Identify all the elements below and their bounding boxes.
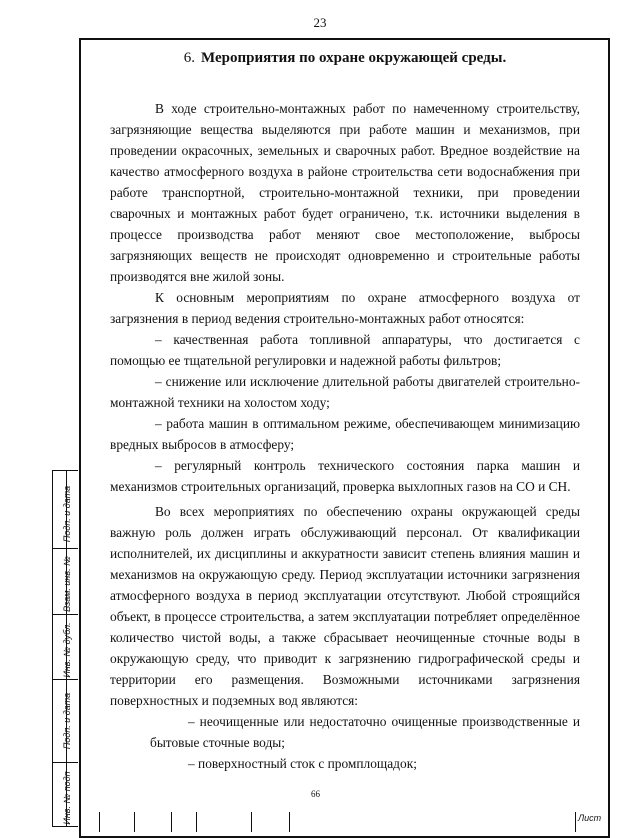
side-stamp-block — [52, 470, 78, 827]
list-item: – работа машин в оптимальном режиме, обеспечивающем минимизацию вредных выбросов в атмосферу; — [110, 416, 580, 452]
sheet-label: Лист — [578, 813, 602, 823]
section-title-text: Мероприятия по охране окружающей среды. — [201, 50, 507, 66]
stamp-label-sign-date: Подп. и дата — [62, 485, 72, 543]
stamp-cell-divider — [134, 812, 135, 832]
paragraph: К основным мероприятиям по охране атмосферного воздуха от загрязнения в период ведения строительно-монтажных работ относятся: — [110, 290, 580, 326]
stamp-cell-divider — [196, 812, 197, 832]
section-number: 6. — [183, 50, 196, 66]
paragraph: Во всех мероприятиях по обеспечению охраны окружающей среды важную роль должен играть обслуживающий персонал. От квалификации исполнителей, их дисциплины и аккуратности зависит степень влияния машин и механизмов на окружающую среду. Период эксплуатации источники загрязнения атмосферного воздуха в период эксплуатации отсутствуют. Любой строящийся объект, в процессе строительства, а затем эксплуатации потребляет определённое количество чистой воды, а также сбрасывает неочищенные сточные воды в окружающую среду, что приводит к загрязнению гидрографической среды и территории его размещения. Возможными источниками загрязнения поверхностных и подземных вод являются: — [110, 504, 580, 708]
stamp-cell-divider — [575, 812, 576, 832]
stamp-row-divider — [53, 762, 78, 763]
list-item: – неочищенные или недостаточно очищенные производственные и бытовые сточные воды; — [150, 714, 580, 750]
document-body — [110, 45, 580, 774]
list-item: – снижение или исключение длительной работы двигателей строительно-монтажной техники на холостом ходу; — [110, 374, 580, 410]
stamp-label-sign-date-2: Подп. и дата — [62, 692, 72, 750]
list-item: – поверхностный сток с промплощадок; — [188, 756, 417, 771]
stamp-cell-divider — [171, 812, 172, 832]
bottom-stamp-block — [79, 812, 610, 832]
stamp-label-original-inv: Инв. № подп — [62, 771, 72, 825]
stamp-cell-divider — [99, 812, 100, 832]
stamp-row-divider — [53, 548, 78, 549]
footer-page-number: 66 — [311, 789, 320, 799]
list-item: – регулярный контроль технического состояния парка машин и механизмов строительных организаций, проверка выхлопных газов на СО и СН. — [110, 458, 580, 494]
section-title — [110, 45, 580, 71]
stamp-row-divider — [53, 679, 78, 680]
list-item: – качественная работа топливной аппаратуры, что достигается с помощью ее тщательной регулировки и надежной работы фильтров; — [110, 332, 580, 368]
stamp-label-replacement-inv: Взам. инв. № — [62, 556, 72, 612]
stamp-cell-divider — [79, 812, 80, 832]
page-number: 23 — [313, 15, 327, 30]
stamp-row-divider — [53, 614, 78, 615]
stamp-label-duplicate-inv: Инв. № дубл. — [62, 622, 72, 678]
stamp-cell-divider — [251, 812, 252, 832]
paragraph: В ходе строительно-монтажных работ по намеченному строительству, загрязняющие вещества выделяются при работе машин и механизмов, при проведении окрасочных, земельных и сварочных работ. Вредное воздействие на качество атмосферного воздуха в районе строительства сети водоснабжения при работе транспортной, строительно-монтажной техники, при проведении сварочных и монтажных работ будет ограничено, т.к. источники выделения в процессе производства работ меняют свое местоположение, выбросы загрязняющих веществ не происходят одновременно и строительные работы производятся вне жилой зоны. — [110, 101, 580, 284]
stamp-cell-divider — [289, 812, 290, 832]
